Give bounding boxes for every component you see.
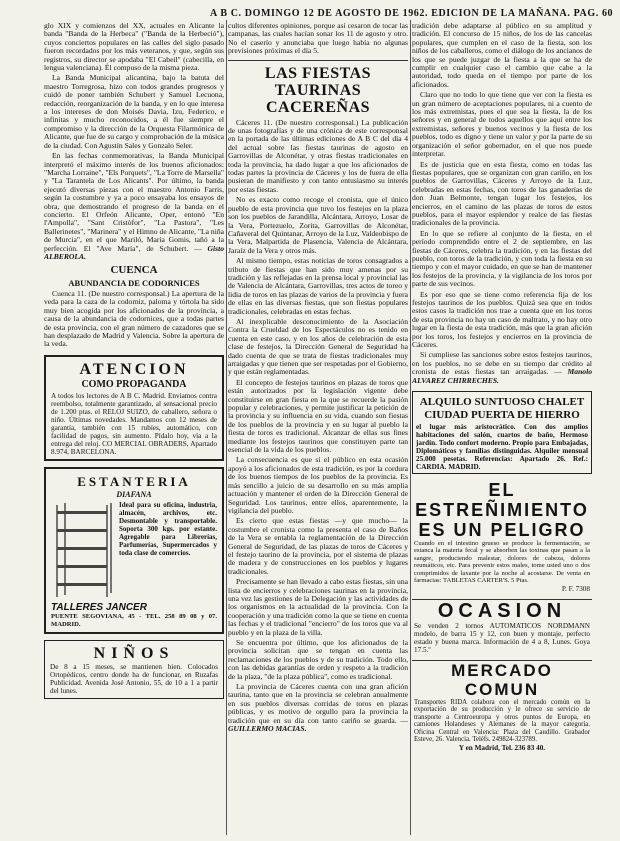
page-header: A B C. DOMINGO 12 DE AGOSTO DE 1962. EDICION DE LA MAÑANA. PAG. 60 — [210, 8, 614, 19]
ad-body: el lugar más aristocrático. Con dos amplios habitaciones del salón, cuartos de baño, Hermoso jardín. Todo confort moderno. Propio para Embajadas, Diplomáticos y familias distinguidas. Alquiler mensual 25.000 pesetas. Referencias: Apartado 26. Ref.: CARDIA. MADRID. — [416, 423, 588, 472]
ad-title: ALQUILO SUNTUOSO CHALET CIUDAD PUERTA DE HIERRO — [419, 396, 585, 421]
article-paragraph: tradición debe adaptarse al público en su amplitud y tradición. El concurso de 15 niños, de los de las cancelas populares, que cumplen en el caso de la fiesta, son los niños de los caballeros, como el diálogo de los ancianos de los que se puede juzgar de la fiesta a la que se ha de cumplir en cualquier caso el cambio que cabe a la autoridad, todo queda en el tiempo por parte de los aficionados. — [412, 22, 592, 89]
section-title: CUENCA — [110, 264, 158, 277]
ad-subtitle: DIAFANA — [116, 489, 152, 499]
ad-title: ATENCION — [79, 360, 189, 378]
ad-title: OCASION — [437, 599, 567, 622]
article-paragraph: La provincia de Cáceres cuenta con una gran afición taurina, tanto que en la provincia se celebran anualmente en sus pueblos diversas corridas de toros en plazas públicas, y es motivo de orgullo para la provincia la tradición que en su día con tanto cariño se guarda. — GUILLERMO MACIAS. — [228, 682, 408, 734]
ad-ocasion — [412, 599, 592, 654]
ad-body: A todos los lectores de A B C. Madrid. Enviamos contra reembolso, totalmente garantizado, al sensacional precio de 1.200 ptas. el RELOJ SUIZO, de caballero, señora o niño. Últimas novedades. Mandamos con 12 meses de garantía, también con 15 rubíes, automático, con facilidad de pagos, sin aumento. Pídalo hoy, vía a la entrega del reloj. CO MERCIAL OBRADERS, Apartado 8.974, BARCELONA. — [51, 391, 217, 456]
article-paragraph: Es cierto que estas fiestas —y que mucho— la costumbre el cronista como la presenta el caso de Baños de la Vera se entabla la reglamentación de la Dirección General de Seguridad, de las plazas de toros de Cáceres y el festejo taurino de la provincia, por el sistema de plazas de madera y de construcciones en los pueblos y lugares tradicionales. — [228, 516, 408, 576]
article-paragraph: Al inexplicable desconocimiento de la Asociación Contra la Crueldad de los Espectáculos no es tenido en cuenta en este caso, y en los años de celebración de esta clase de festejos, la Dirección General de Seguridad ha dado cuenta de que se trata de fiestas tradicionales muy arraigadas y que tienen que ser respetadas por el Gobierno, y que están reglamentadas. — [228, 316, 408, 377]
ad-body: Transportes RIDA colabora con el mercado común en la exportación de su producción y le ofrece su servicio de transporte a Centroeuropa y otros puntos de Europa, en camiones Holandeses y Alemanes de la mayor categoría. Oficina Central en Valencia: Plaza del Caudillo. Grabador Esteve, 26. Valencia. Teléfs. 249824-323789. — [414, 698, 590, 744]
ad-atencion — [44, 355, 224, 461]
article-paragraph: Se encuentra por último, que los aficionados de la provincia solicitan que se tengan en cuenta las reclamaciones de los pueblos y de su tradición. Todo ello, con las debidas garantías de orden y respeto a la tradición de la plaza, "de la plaza pública", como es tradicional. — [228, 638, 408, 681]
ad-footer: Y en Madrid, Tel. 236 83 40. — [458, 744, 546, 753]
ad-address: PUENTE SEGOVIANA, 45 - TEL. 258 89 08 y 07. MADRID. — [51, 612, 217, 628]
article-paragraph: Precisamente se han llevado a cabo estas fiestas, sin una lista de encierros y celebraciones taurinas en la provincia, una vez las gestiones de la Delegación y las actividades de los organismos en la actualidad de la provincia. Con la cooperación y una tradición como la que se tiene en cuenta las fechas y el tradicional "encierro" de los toros que va al pueblo y en la plaza de la villa. — [228, 577, 408, 637]
ad-subtitle: COMO PROPAGANDA — [81, 378, 187, 390]
article-paragraph: La consecuencia es que si el público en esta ocasión apoyó a los aficionados de esta tradición, es por la cordura de los buenos tiempos de los pueblos de la provincia. Es más sencillo a juicio de su desarrollo en su más amplia actuación y mantener el orden de la Dirección General de Seguridad. Los taurinos, entre ellos, aparentemente, la vigilancia del pueblo. — [228, 455, 408, 515]
article-paragraph: En las fechas conmemorativas, la Banda Municipal interpretó el máximo interés de los buenos aficionados: "Marcha Lorraine", "Els Porquets", "La Torre de Marsella" y "La Tarantela de Los Alicants". Por último, la banda ejecutó diversas piezas con el maestro Antonio Farris, según la costumbre y ya a poco ensayaba los ensayos de obra, que demostrando el progreso de la banda en el concierto. El Orfeón Alicante, Oper, entonó "En l'Ampolla", "Sant Cristòfor", "La Pastora", "Les Ballerinetes", "Marinera" y el Himno de Alicante, "La niña de Murcia", en el que Mariló, María Gomis, tañó a la perfección. El "Ave María", de Schubert. — Gisto ALBEROLA. — [44, 151, 224, 261]
column-right — [412, 22, 592, 835]
column-rule — [226, 20, 227, 835]
article-paragraph: Cáceres 11. (De nuestro corresponsal.) La publicación de unas fotografías y de una crónica de este corresponsal en la portada de las últimas ediciones de A B C del día 4 del actual sobre las fiestas taurinas de agosto en Garrovillas de Alconétar, y otras fiestas tradicionales en toda la provincia, ha dado lugar a que los aficionados de todas partes la provincia de Cáceres y los de fuera de ella pusieran de manifiesto y con tanto entusiasmo su interés por estas fiestas. — [228, 117, 408, 194]
column-rule — [410, 20, 411, 835]
ad-estanteria — [44, 467, 224, 634]
article-paragraph: No es exacto como recoge el cronista, que el único pueblo de esta provincia que tuvo los festejos en la plaza son los pueblos de Jarandilla, Alcántara, Arroyo, Losar de la Vera, Portezuelo, Zorita, Garrovillas de Alconétar, Cañaveral del Quintanar, Arroyo de la Luz, Valdeobispo de la Vera, Malpartida de Plasencia, Valencia de Alcántara, Jaraíz de la Vera y otros más. — [228, 195, 408, 255]
article-paragraph: La Banda Municipal alicantina, bajo la batuta del maestro Torregrosa, hizo con todos grandes progresos y cuidó de poner también Schubert y Samuel Lecuona, redacción, reorganización de la banda, y en lo que interesa a los intereses de don Moisés Davia, Izu, Federico, e infinitas y mucho reconocidos, a él fue siempre el compromiso y la dirección de la Orquesta Filarmónica de Alicante, que fue de su cargo y comprobación de la música de la ciudad. Con Agustín Sales y Gonzalo Seler. — [44, 73, 224, 150]
article-paragraph: El concepto de festejos taurinos en plazas de toros que están autorizados por la legislación vigente debe constituirse en gran fiesta en la que se recuerde la pasión popular y celebraciones, y permite justificar la petición de la provincia y su influencia en su vida, cuando son fiestas de los pueblos de la provincia y en su lugar al pueblo la fiesta de toros es tradicional. Alcanzar de ellas sus fines mediante los festejos taurinos que constituyen parte tan esencial de la vida de los pueblos. — [228, 377, 408, 455]
ad-body: De 8 a 15 meses, se mantienen bien. Colocados Ortopédicos, centro donde ha de funcionar, en Ruzafas Publicidad. Avenida José Antonio, 55, de 10 a 1 a partir del lunes. — [50, 662, 218, 695]
article-paragraph: En lo que se refiere al conjunto de la fiesta, en el período comprendido entre el 2 de septiembre, en las fiestas de Cáceres, celebra la tradición, y en las fiestas del pueblo, con toros de la tradición, y con toda la fiesta en su tiempo y con el mayor cuidado, en que se han de mantener los festejos de la provincia, y la vigilancia de los toros por parte de sus vecinos. — [412, 228, 592, 289]
ad-body: Cuando en el intestino grueso se produce la fermentación, se estanca la materia fecal y se absorben las toxinas que pasan a la sangre, produciendo malestar, dolores de cabeza, dolores reumáticos, etc. Para prevenir estos males, tome usted uno o dos comprimidos de laxante por la noche al acostarse. De venta en farmacias: TABLETAS CARTER'S. 5 Ptas. — [414, 540, 590, 585]
article-headline: ABUNDANCIA DE CODORNICES — [68, 278, 200, 289]
ad-title: MERCADO COMUN — [451, 660, 553, 699]
ad-estrenimiento — [412, 480, 592, 592]
ad-features: Ideal para su oficina, industria, almacén, archivos, etc. Desmontable y transportable. Soporta 300 kgs. por estante. Agregable para Librerías, Parfumerías, Supermercados y toda clase de comercios. — [119, 501, 217, 558]
article-paragraph: Es por eso que se tiene como referencia fija de los festejos taurinos de los pueblos. Quizá sea que en todos estos casos la tradición nos trae a cuenta que en los toros de esta provincia no hay un caso de maltrato, y no hay otro lugar en la fiesta de esta tradición, más que la gran afición por los toros, los festejos y encierros en la provincia de Cáceres. — [412, 289, 592, 350]
ad-title: NIÑOS — [93, 644, 175, 662]
ad-ninos — [44, 640, 224, 699]
article-paragraph: Claro que no todo lo que tiene que ver con la fiesta es un gran número de aceptaciones populares, ni a cuento de los más extremistas, pues el que sea la fiesta, la de los señores y en general de todos aquellos que aquí entre los extremistas, señores y buenos vecinos y la fiesta de los pueblos, todo es digno y tiene un valor y por la parte de su organización el señor gobernador, en el que nos puede interpretar. — [412, 90, 592, 159]
article-paragraph: Si cumpliese las sanciones sobre estos festejos taurinos, en los pueblos, no se debe en su tiempo dar crédito al cronista de estas fiestas tan arraigadas. — Manolo ALVAREZ CHIRRECHES. — [412, 350, 592, 385]
column-center — [228, 22, 408, 835]
article-paragraph: Cuenca 11. (De nuestro corresponsal.) La apertura de la veda para la caza de la codorniz, paloma y tórtola ha sido muy bien acogida por los aficionados de la provincia, a causa de la abundancia de codornices, que a todas partes de esta provincia, con el gran número de cazadores que se han desplazado de Madrid y Valencia. Sobre la apertura de la veda. — [44, 288, 224, 349]
ad-mercado-comun — [412, 660, 592, 753]
column-left — [44, 22, 224, 835]
ad-title: ESTANTERIA — [77, 473, 191, 489]
ad-brand-logo: TALLERES JANCER — [51, 602, 147, 614]
ad-title: EL ESTREÑIMIENTO ES UN PELIGRO — [415, 480, 589, 541]
ad-body: Se venden 2 tornos AUTOMATICOS NORDMANN modelo, de barra 15 y 12, con buen y montaje, perfecto estado y buena marca. Información de 4 a 8, Lunes. Goya 17.5.º — [414, 621, 590, 654]
article-paragraph: glo XIX y comienzos del XX, actuales en Alicante la banda "Banda de la Herbeca" ("Banda de la Herbeció"), cuyos conciertos populares en las calles del siglo pasado fueron recordados por los más veteranos, y que, según sus registros, su director se apodaba "El Cabeil" (cabecilla, en lengua valenciana). Él compuso de la misma pieza. — [44, 22, 224, 73]
article-paragraph: cultos diferentes opiniones, porque así cesaron de tocar las campanas, las cuales hacían sonar los 11 de agosto y otro. No el caserío y anunciaba que luego había no algunas previsiones próximas el día 5. — [228, 22, 408, 56]
article-paragraph: Al mismo tiempo, estas noticias de toros consagrados a tributo de fiestas que han sido muy amenas por su tradición y las reflejadas en la prensa local y provincial las de Valencia de Alcántara, Garrovillas, tres actos de toreo y lidia de toros en las plazas de varios de la provincia y fuera de ellas en las diversas fiestas, que son fiestas populares tradicionales, celebradas en estas fechas. — [228, 256, 408, 316]
divider — [228, 60, 408, 61]
article-paragraph: Es de justicia que en esta fiesta, como en todas las fiestas populares, que se organizan con gran cariño, en los pueblos de Garrovillas, Cáceres y Arroyo de la Luz, celebradas en estas fechas, con toros de las ganaderías de don Juan Belmonte, tengan lugar los festejos, los encierros, en el camino de las plazas de toros de estos pueblos, para el mayor esplendor y realce de las fiestas tradicionales de la provincia. — [412, 159, 592, 228]
article-headline: LAS FIESTAS TAURINAS CACEREÑAS — [264, 64, 372, 116]
ad-alquilo-chalet — [412, 391, 592, 474]
byline: Manolo ALVAREZ CHIRRECHES. — [412, 367, 592, 385]
shelf-illustration-icon — [51, 501, 113, 601]
byline: Gisto ALBEROLA. — [44, 243, 224, 261]
ad-reference: P. F. 7308 — [561, 584, 590, 593]
byline: GUILLERMO MACIAS. — [228, 724, 307, 734]
